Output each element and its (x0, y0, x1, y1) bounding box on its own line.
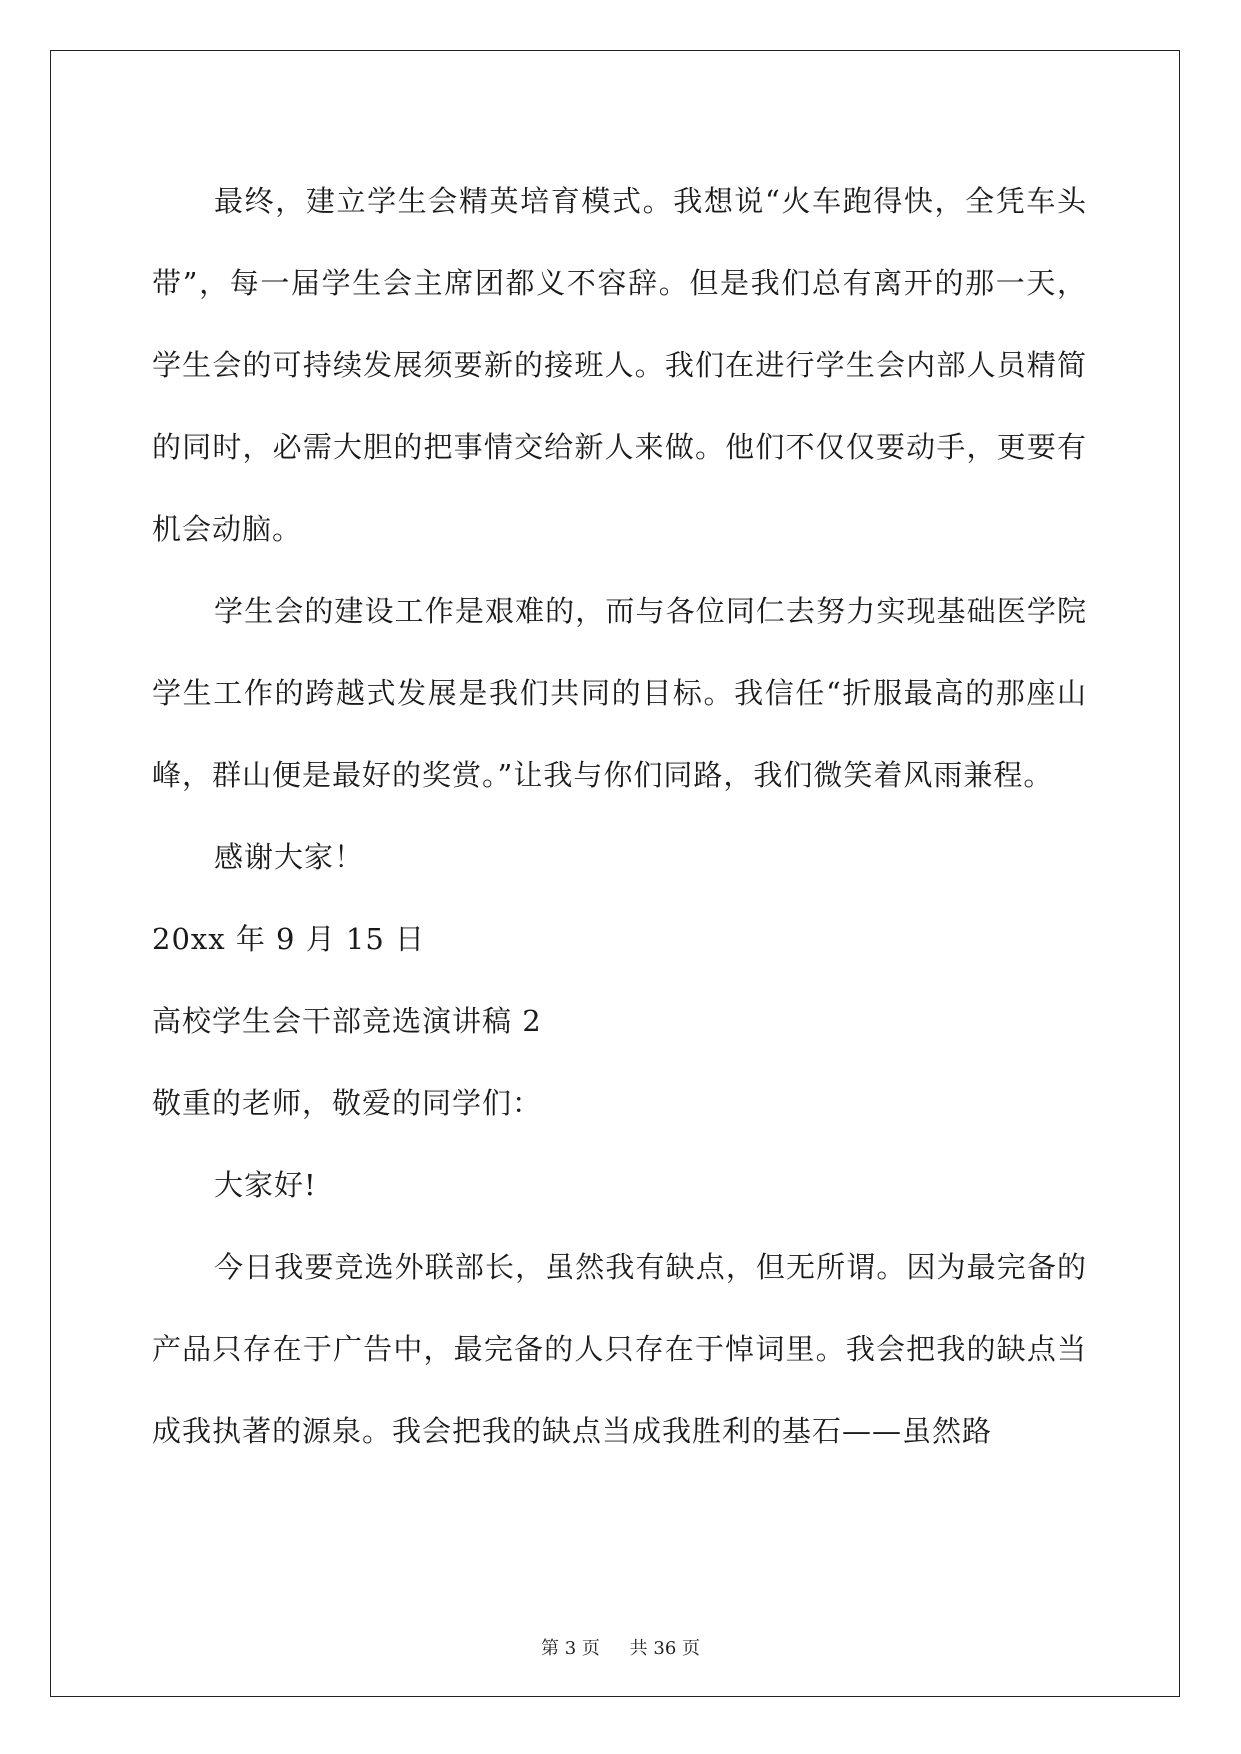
paragraph-3: 今日我要竞选外联部长，虽然我有缺点，但无所谓。因为最完备的产品只存在于广告中，最完备的人只存在于悼词里。我会把我的缺点当成我执著的源泉。我会把我的缺点当成我胜利的基石——虽然路 (152, 1250, 1087, 1448)
page-total: 共 36 页 (629, 1638, 700, 1659)
paragraph-thanks: 感谢大家！ (214, 840, 365, 874)
document-body (152, 160, 1087, 1472)
greeting: 大家好! (214, 1168, 317, 1202)
paragraph-1: 最终，建立学生会精英培育模式。我想说“火车跑得快，全凭车头带”，每一届学生会主席团都义不容辞。但是我们总有离开的那一天，学生会的可持续发展须要新的接班人。我们在进行学生会内部人员精简的同时，必需大胆的把事情交给新人来做。他们不仅仅要动手，更要有机会动脑。 (152, 184, 1087, 546)
salutation: 敬重的老师，敬爱的同学们： (152, 1086, 543, 1120)
page-footer (0, 1634, 1241, 1660)
page-number: 第 3 页 (541, 1638, 600, 1659)
paragraph-2: 学生会的建设工作是艰难的，而与各位同仁去努力实现基础医学院学生工作的跨越式发展是我们共同的目标。我信任“折服最高的那座山峰，群山便是最好的奖赏。”让我与你们同路，我们微笑着风雨兼程。 (152, 594, 1087, 792)
date-line: 20xx 年 9 月 15 日 (152, 922, 426, 956)
section-title: 高校学生会干部竞选演讲稿 2 (152, 1004, 542, 1038)
